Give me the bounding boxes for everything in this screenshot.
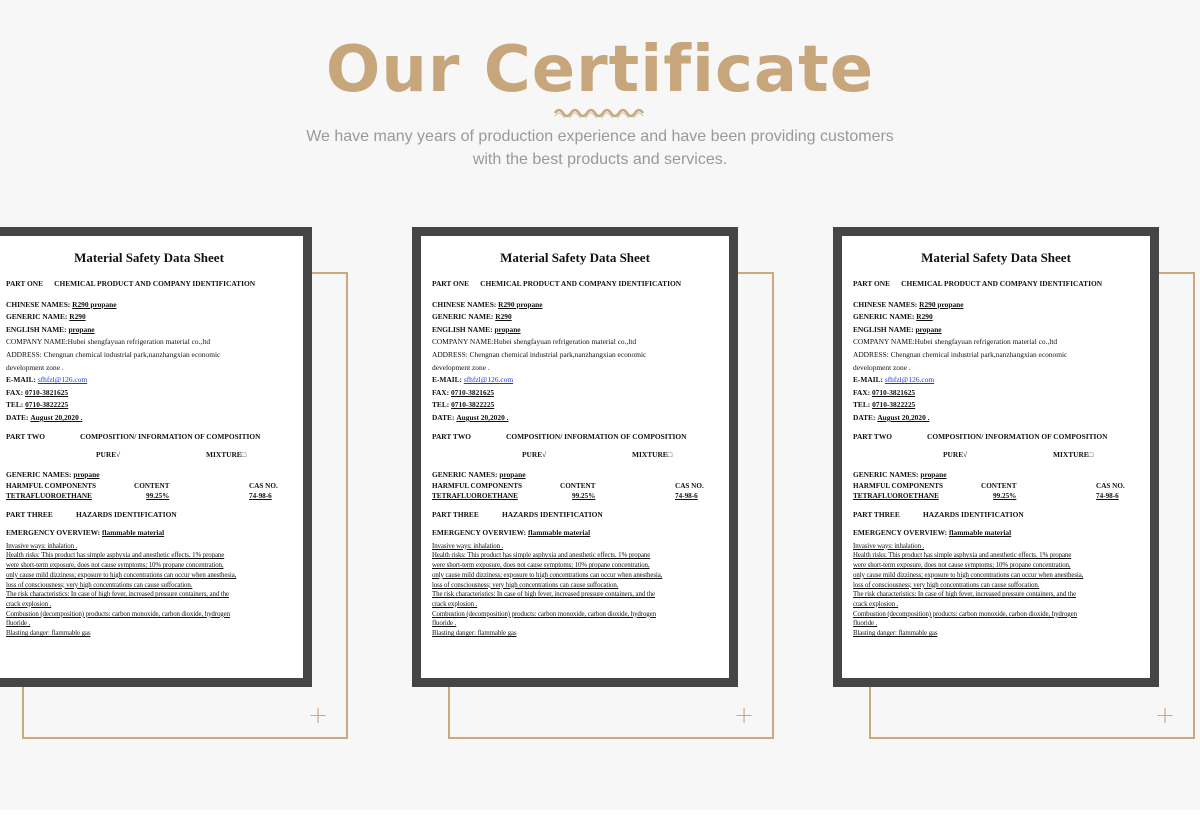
field-value: August 20,2020 . — [456, 412, 509, 422]
table-cell: 74-98-6 — [675, 492, 698, 501]
table-cell: 74-98-6 — [1096, 492, 1119, 501]
hazard-line: were short-term exposure, does not cause symptoms; 10% propane concentration, — [853, 562, 1071, 570]
hazard-line: Health risks: This product has simple asphyxia and anesthetic effects. 1% propane — [432, 552, 651, 560]
field-label: GENERIC NAME: — [853, 312, 915, 322]
emergency-line — [6, 527, 303, 540]
field-label: ENGLISH NAME: — [6, 324, 67, 334]
column-header: CONTENT — [134, 482, 170, 491]
field-label: EMERGENCY OVERVIEW: — [853, 528, 948, 538]
hazard-line: fluoride . — [6, 620, 31, 628]
pure-mixture-line — [432, 449, 729, 461]
tel-line — [6, 399, 303, 412]
hazard-line: loss of consciousness; very high concentrations can cause suffocation. — [853, 581, 1040, 589]
hazard-line: crack explosion . — [853, 600, 899, 608]
email-link[interactable]: sfhfzl@126.com — [884, 375, 935, 385]
field-value: 0710-3822225 — [25, 400, 69, 410]
date-line — [853, 412, 1150, 425]
field-label: CHINESE NAMES: — [432, 299, 497, 309]
field-value: 0710-3821625 — [871, 387, 916, 397]
hazard-line: Invasive ways: inhalation . — [853, 542, 925, 550]
field-value: flammable material — [948, 528, 1012, 538]
hazard-line: Invasive ways: inhalation . — [6, 542, 78, 550]
generic-name-line — [432, 311, 729, 324]
hazard-line: loss of consciousness; very high concentrations can cause suffocation. — [432, 581, 619, 589]
email-link[interactable]: sfhfzl@126.com — [463, 375, 514, 385]
generic-names-line — [853, 469, 1150, 482]
column-header: HARMFUL COMPONENTS — [6, 482, 97, 491]
field-value: 0710-3822225 — [872, 400, 916, 410]
part-three-heading — [853, 509, 1150, 521]
pure-mixture-line — [853, 449, 1150, 461]
plus-icon[interactable]: + — [1155, 701, 1176, 729]
hazard-line: Blasting danger: flammable gas — [432, 630, 517, 638]
hazard-line: Invasive ways: inhalation . — [432, 542, 504, 550]
msds-sheet — [842, 236, 1150, 678]
chinese-name-line — [6, 299, 303, 312]
fax-line — [432, 387, 729, 400]
part-three-heading — [6, 509, 303, 521]
plus-icon[interactable]: + — [734, 701, 755, 729]
table-cell: 99.25% — [572, 492, 596, 501]
field-label: EMERGENCY OVERVIEW: — [432, 528, 527, 538]
field-label: ENGLISH NAME: — [853, 324, 914, 334]
field-value: R290 propane — [72, 299, 117, 309]
certificate-image[interactable] — [412, 227, 738, 687]
msds-sheet — [421, 236, 729, 678]
field-label: E-MAIL: — [6, 375, 36, 385]
tel-line — [432, 399, 729, 412]
field-value: flammable material — [101, 528, 165, 538]
composition-row — [853, 491, 1150, 501]
address-line: ADDRESS: Chengnan chemical industrial park,nanzhangxian economic — [6, 349, 221, 359]
address-line: ADDRESS: Chengnan chemical industrial park,nanzhangxian economic — [853, 349, 1068, 359]
table-cell: 99.25% — [993, 492, 1017, 501]
part-title: COMPOSITION/ INFORMATION OF COMPOSITION — [506, 431, 687, 441]
column-header: CAS NO. — [1096, 482, 1125, 491]
field-label: GENERIC NAME: — [432, 312, 494, 322]
email-link[interactable]: sfhfzl@126.com — [37, 375, 88, 385]
footer-strip — [0, 810, 1200, 815]
hazard-line: fluoride . — [432, 620, 457, 628]
generic-name-line — [853, 311, 1150, 324]
pure-label: PURE√ — [96, 449, 121, 459]
column-header: CONTENT — [981, 482, 1017, 491]
part-label: PART TWO — [6, 431, 45, 441]
certificate-card[interactable] — [412, 227, 755, 729]
hazard-line: Combustion (decomposition) products: carbon monoxide, carbon dioxide, hydrogen — [853, 610, 1077, 618]
mixture-label: MIXTURE□ — [206, 449, 247, 459]
part-title: CHEMICAL PRODUCT AND COMPANY IDENTIFICATION — [901, 279, 1103, 288]
field-label: TEL: — [853, 400, 871, 410]
field-value: R290 — [69, 312, 86, 322]
part-two-heading — [853, 431, 1150, 443]
pure-mixture-line — [6, 449, 303, 461]
column-header: CAS NO. — [675, 482, 704, 491]
field-label: DATE: — [6, 412, 29, 422]
field-label: DATE: — [853, 412, 876, 422]
emergency-line — [432, 527, 729, 540]
composition-row — [432, 491, 729, 501]
company-line: COMPANY NAME:Hubei shengfayuan refrigeration material co.,ltd — [432, 337, 637, 347]
sheet-title: Material Safety Data Sheet — [921, 250, 1071, 265]
field-value: August 20,2020 . — [877, 412, 930, 422]
field-value: propane — [73, 469, 100, 479]
certificate-card[interactable] — [0, 227, 329, 729]
part-title: CHEMICAL PRODUCT AND COMPANY IDENTIFICATION — [480, 279, 682, 288]
msds-sheet — [0, 236, 303, 678]
tel-line — [853, 399, 1150, 412]
table-cell: TETRAFLUOROETHANE — [6, 492, 92, 501]
part-title: HAZARDS IDENTIFICATION — [923, 510, 1024, 520]
field-value: 0710-3821625 — [450, 387, 495, 397]
fax-line — [6, 387, 303, 400]
field-value: propane — [915, 324, 942, 334]
hazard-line: crack explosion . — [432, 600, 478, 608]
part-label: PART TWO — [853, 431, 892, 441]
composition-header — [853, 481, 1150, 491]
subtitle-line: with the best products and services. — [472, 151, 728, 168]
address-line: development zone . — [6, 362, 64, 372]
mixture-label: MIXTURE□ — [1053, 449, 1094, 459]
field-label: TEL: — [432, 400, 450, 410]
company-line: COMPANY NAME:Hubei shengfayuan refrigeration material co.,ltd — [6, 337, 211, 347]
part-label: PART THREE — [432, 510, 479, 520]
field-label: CHINESE NAMES: — [853, 299, 918, 309]
mixture-label: MIXTURE□ — [632, 449, 673, 459]
fax-line — [853, 387, 1150, 400]
hazard-line: Health risks: This product has simple asphyxia and anesthetic effects. 1% propane — [853, 552, 1072, 560]
field-value: R290 — [916, 312, 933, 322]
field-value: propane — [499, 469, 526, 479]
field-value: 0710-3821625 — [24, 387, 69, 397]
part-one-heading — [853, 278, 1150, 291]
english-name-line — [6, 324, 303, 337]
part-title: COMPOSITION/ INFORMATION OF COMPOSITION — [927, 431, 1108, 441]
field-value: propane — [68, 324, 95, 334]
hazard-line: were short-term exposure, does not cause symptoms; 10% propane concentration, — [6, 562, 224, 570]
field-label: DATE: — [432, 412, 455, 422]
field-label: GENERIC NAME: — [6, 312, 68, 322]
address-line: development zone . — [853, 362, 911, 372]
field-label: FAX: — [432, 387, 450, 397]
part-two-heading — [432, 431, 729, 443]
field-label: TEL: — [6, 400, 24, 410]
field-label: EMERGENCY OVERVIEW: — [6, 528, 101, 538]
wave-divider-icon — [553, 104, 647, 118]
email-line — [432, 374, 729, 387]
field-value: flammable material — [527, 528, 591, 538]
hazard-line: Blasting danger: flammable gas — [853, 630, 938, 638]
field-value: propane — [494, 324, 521, 334]
hazard-line: Health risks: This product has simple asphyxia and anesthetic effects. 1% propane — [6, 552, 225, 560]
part-title: HAZARDS IDENTIFICATION — [502, 510, 603, 520]
hazard-line: The risk characteristics: In case of high fever, increased pressure containers, and the — [6, 591, 229, 599]
composition-header — [6, 481, 303, 491]
pure-label: PURE√ — [522, 449, 547, 459]
hazard-line: The risk characteristics: In case of high fever, increased pressure containers, and the — [432, 591, 655, 599]
field-label: FAX: — [853, 387, 871, 397]
table-cell: 74-98-6 — [249, 492, 272, 501]
subtitle-line: We have many years of production experience and have been providing customers — [306, 128, 894, 145]
sheet-title: Material Safety Data Sheet — [74, 250, 224, 265]
field-label: E-MAIL: — [432, 375, 462, 385]
hazard-line: The risk characteristics: In case of high fever, increased pressure containers, and the — [853, 591, 1076, 599]
hazard-line: Combustion (decomposition) products: carbon monoxide, carbon dioxide, hydrogen — [432, 610, 656, 618]
field-label: ENGLISH NAME: — [432, 324, 493, 334]
field-value: R290 propane — [498, 299, 543, 309]
plus-icon[interactable]: + — [308, 701, 329, 729]
field-value: 0710-3822225 — [451, 400, 495, 410]
field-label: GENERIC NAMES: — [853, 469, 919, 479]
chinese-name-line — [432, 299, 729, 312]
emergency-line — [853, 527, 1150, 540]
pure-label: PURE√ — [943, 449, 968, 459]
date-line — [6, 412, 303, 425]
part-title: HAZARDS IDENTIFICATION — [76, 510, 177, 520]
date-line — [432, 412, 729, 425]
hazard-line: Blasting danger: flammable gas — [6, 630, 91, 638]
column-header: CONTENT — [560, 482, 596, 491]
part-one-heading — [432, 278, 729, 291]
hazard-line: were short-term exposure, does not cause symptoms; 10% propane concentration, — [432, 562, 650, 570]
part-label: PART TWO — [432, 431, 471, 441]
english-name-line — [853, 324, 1150, 337]
hazard-line: loss of consciousness; very high concentrations can cause suffocation. — [6, 581, 193, 589]
address-line: ADDRESS: Chengnan chemical industrial park,nanzhangxian economic — [432, 349, 647, 359]
generic-name-line — [6, 311, 303, 324]
hazard-line: fluoride . — [853, 620, 878, 628]
field-value: August 20,2020 . — [30, 412, 83, 422]
section-subtitle — [300, 125, 900, 171]
hazard-line: only cause mild dizziness; exposure to high concentrations can occur when anesthesia, — [6, 571, 237, 579]
field-value: R290 propane — [919, 299, 964, 309]
field-label: CHINESE NAMES: — [6, 299, 71, 309]
hazard-line: only cause mild dizziness; exposure to high concentrations can occur when anesthesia, — [853, 571, 1084, 579]
certificate-image[interactable] — [833, 227, 1159, 687]
generic-names-line — [6, 469, 303, 482]
part-three-heading — [432, 509, 729, 521]
column-header: CAS NO. — [249, 482, 278, 491]
hazard-line: Combustion (decomposition) products: carbon monoxide, carbon dioxide, hydrogen — [6, 610, 230, 618]
field-label: FAX: — [6, 387, 24, 397]
hazard-line: crack explosion . — [6, 600, 52, 608]
column-header: HARMFUL COMPONENTS — [432, 482, 523, 491]
generic-names-line — [432, 469, 729, 482]
part-label: PART THREE — [6, 510, 53, 520]
part-label: PART THREE — [853, 510, 900, 520]
composition-row — [6, 491, 303, 501]
part-two-heading — [6, 431, 303, 443]
table-cell: TETRAFLUOROETHANE — [432, 492, 518, 501]
english-name-line — [432, 324, 729, 337]
part-title: CHEMICAL PRODUCT AND COMPANY IDENTIFICATION — [54, 279, 256, 288]
part-label: PART ONE — [432, 279, 470, 288]
field-label: GENERIC NAMES: — [432, 469, 498, 479]
field-label: E-MAIL: — [853, 375, 883, 385]
certificate-image[interactable] — [0, 227, 312, 687]
email-line — [853, 374, 1150, 387]
address-line: development zone . — [432, 362, 490, 372]
field-label: GENERIC NAMES: — [6, 469, 72, 479]
certificate-card[interactable] — [833, 227, 1176, 729]
chinese-name-line — [853, 299, 1150, 312]
table-cell: 99.25% — [146, 492, 170, 501]
field-value: R290 — [495, 312, 512, 322]
part-label: PART ONE — [853, 279, 891, 288]
sheet-title: Material Safety Data Sheet — [500, 250, 650, 265]
section-title: Our Certificate — [325, 33, 875, 107]
column-header: HARMFUL COMPONENTS — [853, 482, 944, 491]
company-line: COMPANY NAME:Hubei shengfayuan refrigeration material co.,ltd — [853, 337, 1058, 347]
table-cell: TETRAFLUOROETHANE — [853, 492, 939, 501]
composition-header — [432, 481, 729, 491]
hazard-line: only cause mild dizziness; exposure to high concentrations can occur when anesthesia, — [432, 571, 663, 579]
part-one-heading — [6, 278, 303, 291]
part-label: PART ONE — [6, 279, 44, 288]
part-title: COMPOSITION/ INFORMATION OF COMPOSITION — [80, 431, 261, 441]
field-value: propane — [920, 469, 947, 479]
email-line — [6, 374, 303, 387]
